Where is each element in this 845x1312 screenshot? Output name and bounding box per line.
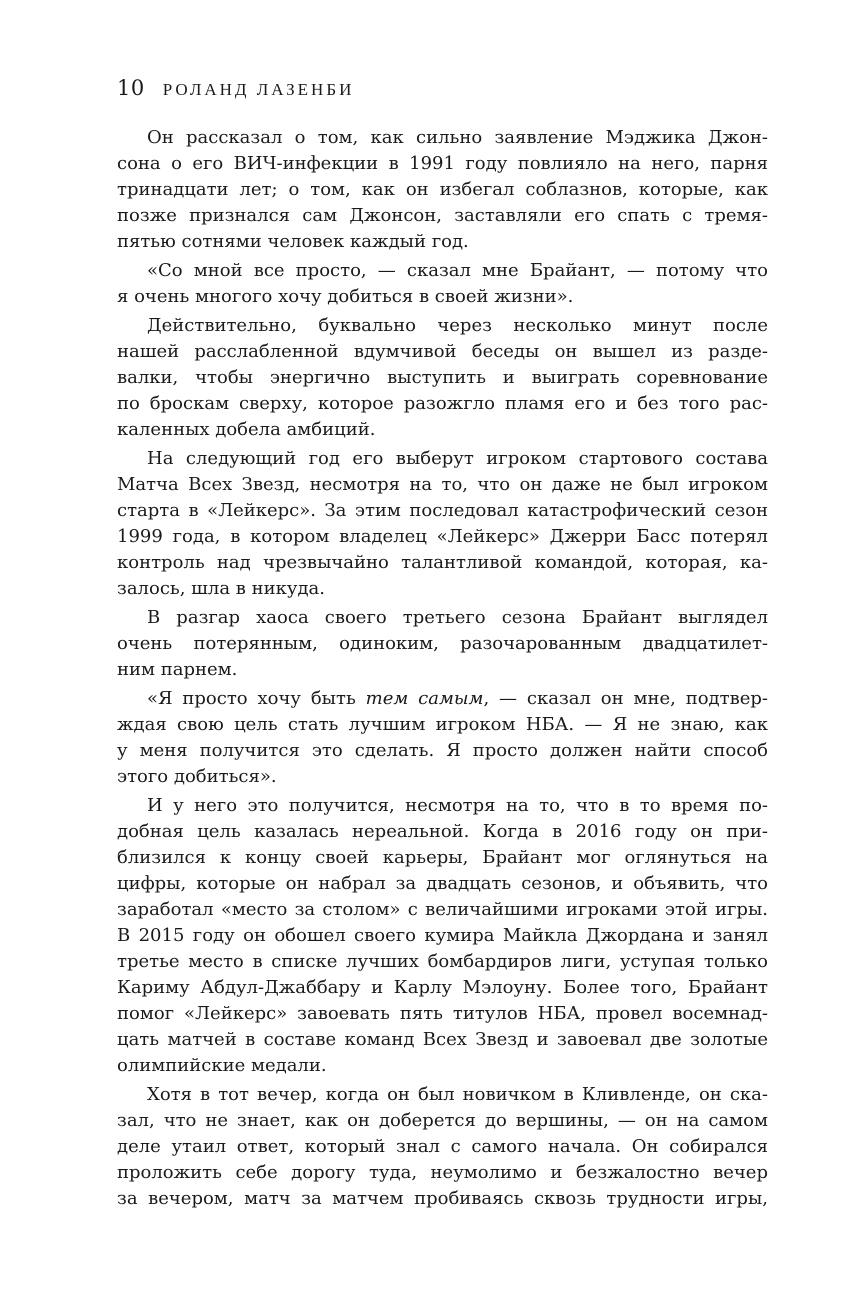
text-line: В разгар хаоса своего третьего сезона Брайант выглядел bbox=[147, 607, 768, 628]
text-line: по броскам сверху, которое разожгло пламя его и без того рас- bbox=[117, 393, 768, 414]
text-line: В 2015 году он обошел своего кумира Майкла Джордана и занял bbox=[117, 925, 768, 946]
text-line: Кариму Абдул-Джаббару и Карлу Мэлоуну. Более того, Брайант bbox=[117, 977, 768, 998]
text-line: олимпийские медали. bbox=[117, 1055, 327, 1076]
text-line: залось, шла в никуда. bbox=[117, 578, 325, 599]
body-text bbox=[117, 125, 768, 1212]
paragraph-4 bbox=[117, 446, 768, 602]
text-line: деле утаил ответ, который знал с самого начала. Он собирался bbox=[117, 1136, 768, 1157]
text-line: заработал «место за столом» с величайшими игроками этой игры. bbox=[117, 899, 768, 920]
text-line: у меня получится это сделать. Я просто должен найти способ bbox=[117, 740, 768, 761]
text-line: Действительно, буквально через несколько минут после bbox=[147, 315, 768, 336]
text-line: Хотя в тот вечер, когда он был новичком в Кливленде, он ска- bbox=[147, 1084, 768, 1105]
text-line: нашей расслабленной вдумчивой беседы он вышел из разде- bbox=[117, 341, 768, 362]
text-line: цать матчей в составе команд Всех Звезд и завоевал две золотые bbox=[117, 1029, 768, 1050]
text-line: пятью сотнями человек каждый год. bbox=[117, 231, 469, 252]
paragraph-2 bbox=[117, 258, 768, 310]
text-line: очень потерянным, одиноким, разочарованным двадцатилет- bbox=[117, 633, 768, 654]
text-line: зал, что не знает, как он доберется до вершины, — он на самом bbox=[117, 1110, 768, 1131]
text-line: близился к концу своей карьеры, Брайант мог оглянуться на bbox=[117, 847, 768, 868]
text-line: добная цель казалась нереальной. Когда в 2016 году он при- bbox=[117, 821, 768, 842]
text-line: «Со мной все просто, — сказал мне Брайант, — потому что bbox=[147, 260, 768, 281]
text-line: проложить себе дорогу туда, неумолимо и безжалостно вечер bbox=[117, 1162, 768, 1183]
text-line: этого добиться». bbox=[117, 766, 277, 787]
text-line: На следующий год его выберут игроком стартового состава bbox=[147, 448, 768, 469]
paragraph-3 bbox=[117, 313, 768, 443]
paragraph-1 bbox=[117, 125, 768, 255]
paragraph-7 bbox=[117, 793, 768, 1079]
text-line: сона о его ВИЧ-инфекции в 1991 году повлияло на него, парня bbox=[117, 153, 768, 174]
text-line: Он рассказал о том, как сильно заявление Мэджика Джон- bbox=[147, 127, 768, 148]
text-line: цифры, которые он набрал за двадцать сезонов, и объявить, что bbox=[117, 873, 768, 894]
text-line: И у него это получится, несмотря на то, что в то время по- bbox=[147, 795, 768, 816]
text-line: каленных добела амбиций. bbox=[117, 419, 376, 440]
running-head bbox=[117, 76, 354, 106]
text-line: ждая свою цель стать лучшим игроком НБА. — Я не знаю, как bbox=[117, 714, 768, 735]
text-line: я очень многого хочу добиться в своей жизни». bbox=[117, 286, 574, 307]
paragraph-6 bbox=[117, 686, 768, 790]
text-line: помог «Лейкерс» завоевать пять титулов НБА, провел восемнад- bbox=[117, 1003, 768, 1024]
text-line: третье место в списке лучших бомбардиров лиги, уступая только bbox=[117, 951, 768, 972]
text-line: за вечером, матч за матчем пробиваясь сквозь трудности игры, bbox=[117, 1188, 768, 1209]
text-line: контроль над чрезвычайно талантливой командой, которая, ка- bbox=[117, 552, 768, 573]
text-line: Матча Всех Звезд, несмотря на то, что он даже не был игроком bbox=[117, 474, 768, 495]
text-line: тринадцати лет; о том, как он избегал соблазнов, которые, как bbox=[117, 179, 768, 200]
quote-text-after: , — сказал он мне, подтвер- bbox=[483, 688, 768, 709]
page-number: 10 bbox=[117, 76, 145, 100]
running-head-author: РОЛАНД ЛАЗЕНБИ bbox=[162, 80, 355, 99]
text-line: старта в «Лейкерс». За этим последовал катастрофический сезон bbox=[117, 500, 768, 521]
text-line: позже признался сам Джонсон, заставляли его спать с тремя- bbox=[117, 205, 768, 226]
paragraph-8 bbox=[117, 1082, 768, 1212]
text-line: 1999 года, в котором владелец «Лейкерс» Джерри Басс потерял bbox=[117, 526, 768, 547]
text-line: валки, чтобы энергично выступить и выиграть соревнование bbox=[117, 367, 768, 388]
quote-text-before: «Я просто хочу быть bbox=[147, 688, 366, 709]
text-line-quote-start bbox=[117, 686, 768, 712]
text-line: ним парнем. bbox=[117, 659, 238, 680]
paragraph-5 bbox=[117, 605, 768, 683]
emphasized-phrase: тем самым bbox=[365, 688, 484, 709]
